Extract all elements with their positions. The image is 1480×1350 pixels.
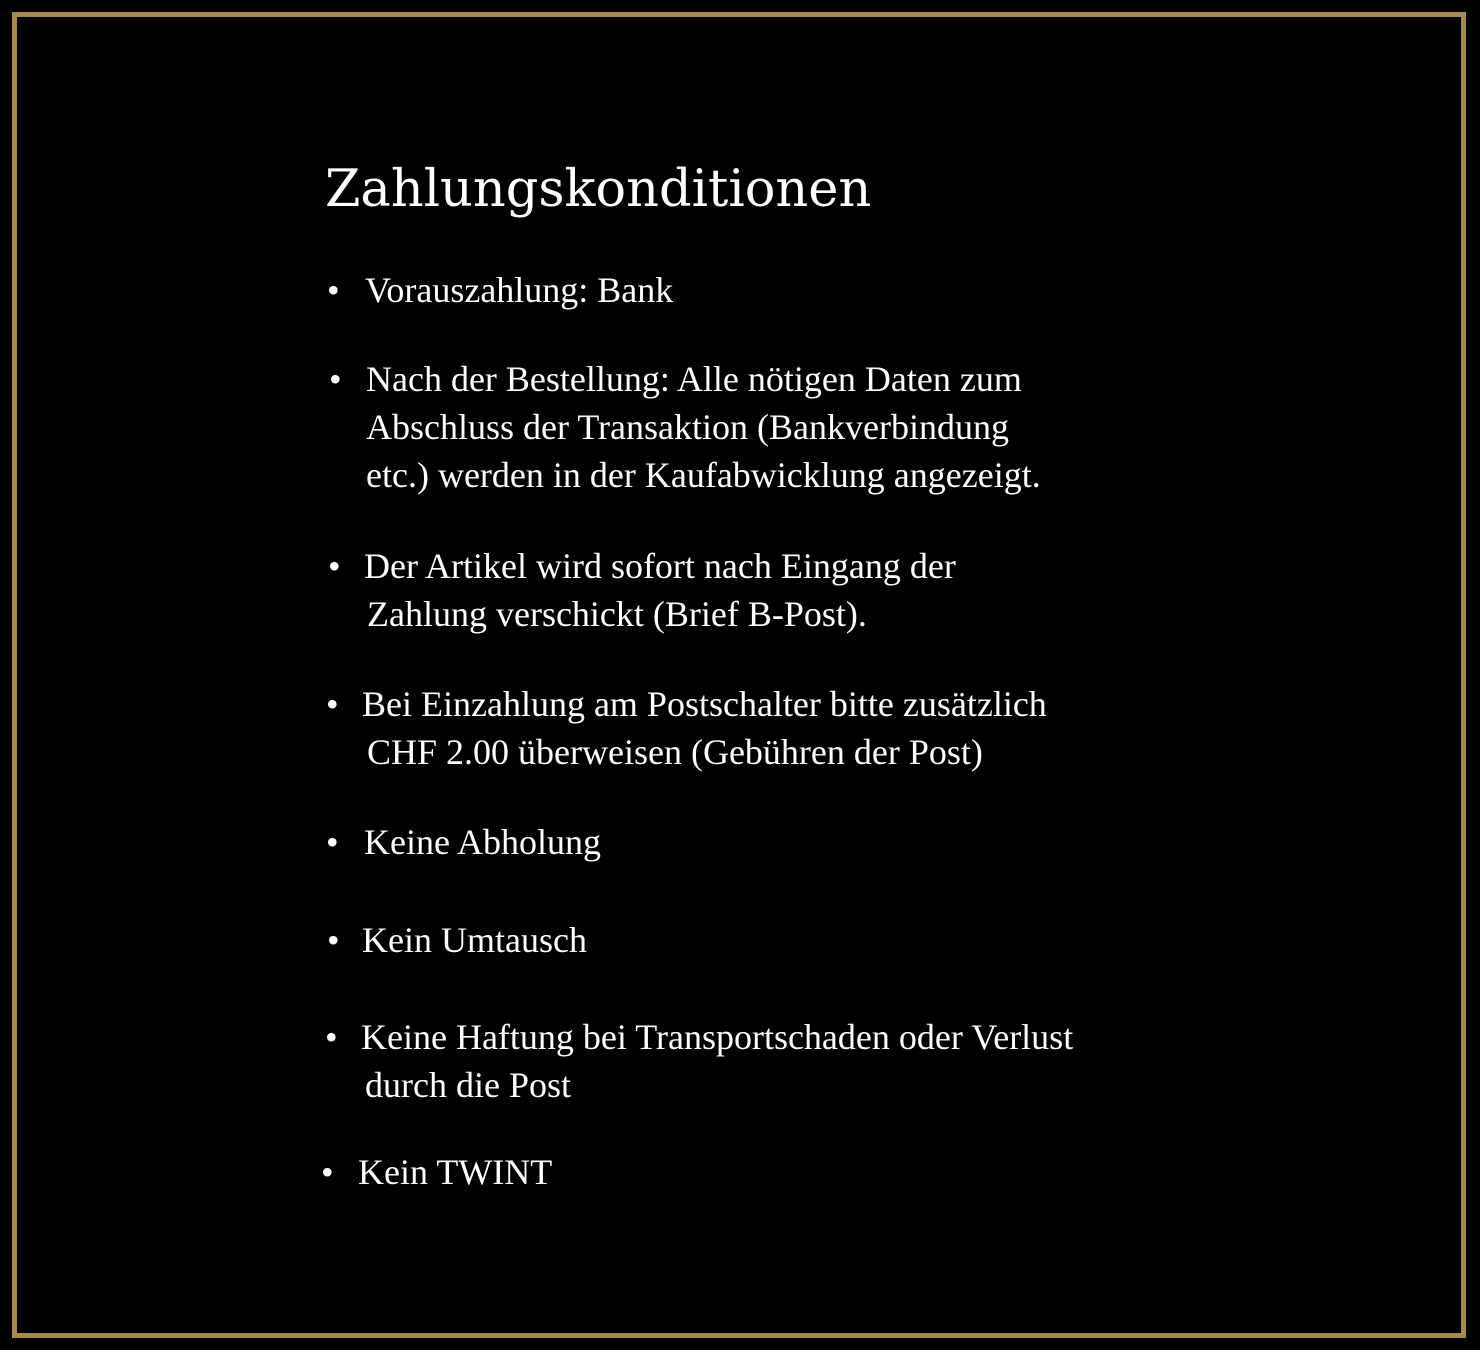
list-item-artikel-versand xyxy=(364,542,956,638)
list-item-line: etc.) werden in der Kaufabwicklung angezeigt. xyxy=(366,455,1041,495)
list-item-line: Keine Abholung xyxy=(364,822,601,862)
list-item-line: Kein Umtausch xyxy=(362,920,587,960)
list-item-postschalter xyxy=(362,680,1047,776)
bullet-icon: • xyxy=(327,270,340,310)
list-item-keine-abholung xyxy=(364,818,601,866)
list-item-line: Abschluss der Transaktion (Bankverbindung xyxy=(366,407,1009,447)
list-item-line: Keine Haftung bei Transportschaden oder Verlust xyxy=(361,1017,1074,1057)
list-item-kein-umtausch xyxy=(362,916,587,964)
bullet-icon: • xyxy=(326,684,339,724)
list-item-line: Kein TWINT xyxy=(358,1152,553,1192)
list-item-line: durch die Post xyxy=(365,1065,571,1105)
list-item-nach-der-bestellung xyxy=(366,355,1041,499)
page-title: Zahlungskonditionen xyxy=(325,160,872,219)
list-item-line: Zahlung verschickt (Brief B-Post). xyxy=(367,594,867,634)
list-item-line: CHF 2.00 überweisen (Gebühren der Post) xyxy=(367,732,983,772)
list-item-keine-haftung xyxy=(361,1013,1073,1109)
bullet-icon: • xyxy=(321,1152,334,1192)
bullet-icon: • xyxy=(325,1017,338,1057)
bullet-icon: • xyxy=(328,546,341,586)
list-item-vorauszahlung xyxy=(365,266,673,314)
list-item-kein-twint xyxy=(358,1148,552,1196)
list-item-line: Der Artikel wird sofort nach Eingang der xyxy=(364,546,956,586)
bullet-icon: • xyxy=(329,359,342,399)
list-item-line: Bei Einzahlung am Postschalter bitte zusätzlich xyxy=(362,684,1047,724)
list-item-line: Nach der Bestellung: Alle nötigen Daten zum xyxy=(366,359,1022,399)
bullet-icon: • xyxy=(326,822,339,862)
list-item-line: Vorauszahlung: Bank xyxy=(365,270,674,310)
bullet-icon: • xyxy=(327,920,340,960)
